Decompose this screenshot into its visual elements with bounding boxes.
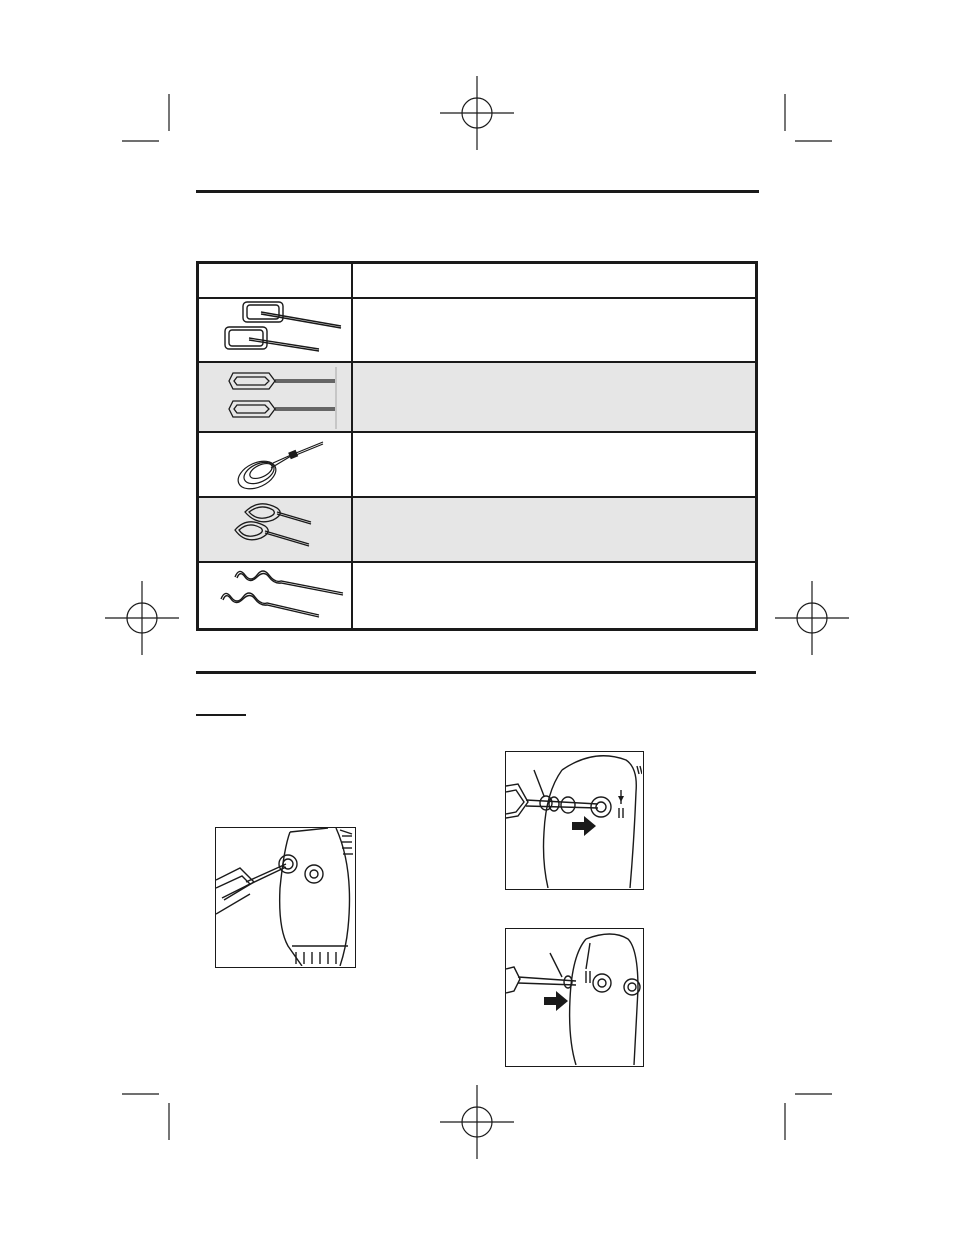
table-cell-picture <box>199 297 351 361</box>
figure-insert-beater <box>215 827 356 968</box>
table-row <box>199 433 755 498</box>
dough-hooks-icon <box>199 563 351 626</box>
beater-collar-illustration <box>506 752 642 888</box>
figure-beater-collar <box>505 751 644 890</box>
insert-beater-illustration <box>216 828 354 966</box>
table-header <box>199 264 755 299</box>
table-cell-description <box>353 297 755 361</box>
table-cell-picture <box>199 563 351 628</box>
table-column-divider <box>351 264 353 628</box>
loop-beaters-icon <box>199 498 351 561</box>
table-cell-description <box>353 433 755 496</box>
whisk-icon <box>199 433 351 496</box>
table-row <box>199 498 755 563</box>
table-cell-description <box>353 563 755 628</box>
section-rule-middle <box>196 671 756 674</box>
wire-beaters-icon <box>199 363 351 431</box>
subheading-underline <box>196 714 246 716</box>
flat-beaters-icon <box>199 297 351 361</box>
table-cell-picture <box>199 433 351 496</box>
table-row <box>199 563 755 628</box>
beater-stem-illustration <box>506 929 642 1065</box>
table-cell-picture <box>199 363 351 431</box>
figure-beater-stem <box>505 928 644 1067</box>
table-row <box>199 363 755 433</box>
table-row <box>199 297 755 363</box>
attachments-table <box>196 261 758 631</box>
table-cell-description <box>353 363 755 431</box>
table-cell-picture <box>199 498 351 561</box>
section-rule-top <box>196 190 759 193</box>
table-cell-description <box>353 498 755 561</box>
